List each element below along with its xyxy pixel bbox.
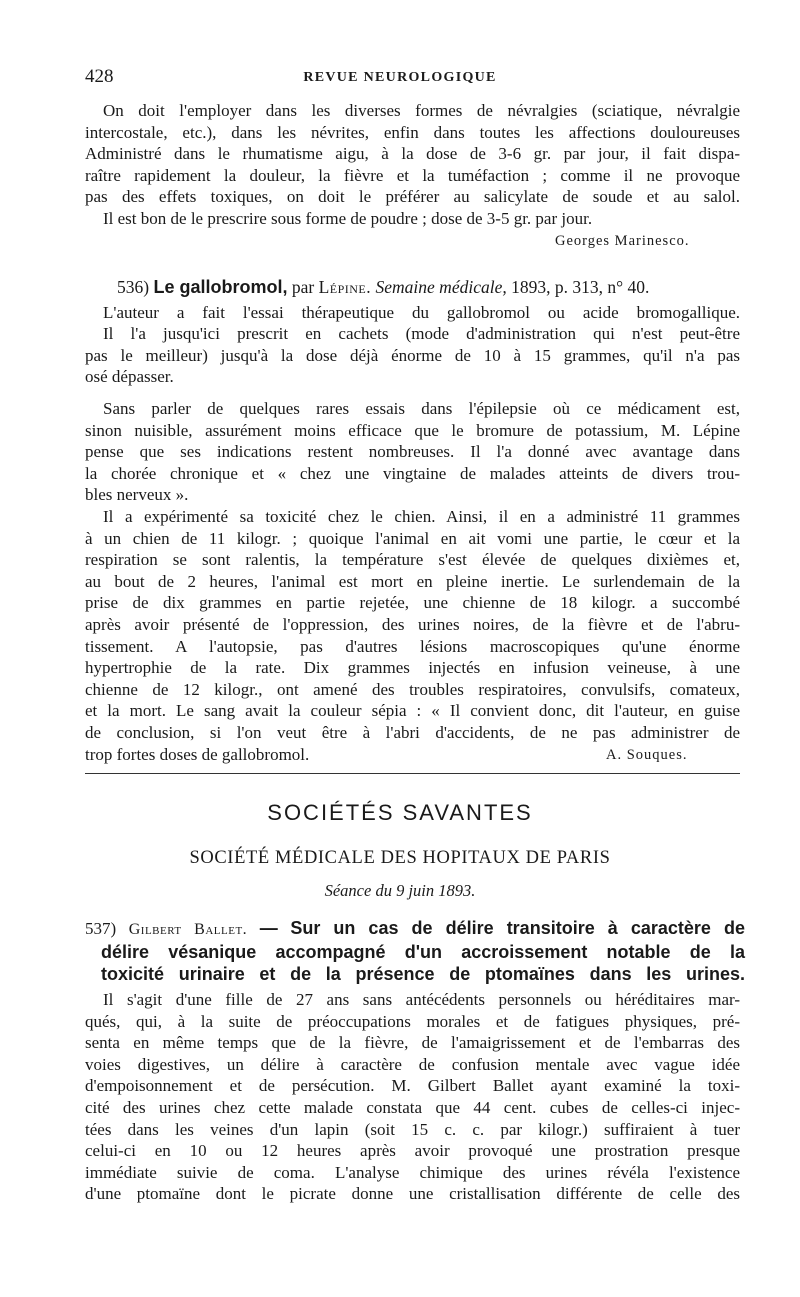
text-line: raître rapidement la douleur, la fièvre et la tuméfaction ; comme il ne provoque — [85, 165, 740, 185]
paragraph-3 — [85, 302, 740, 324]
text-line: cité des urines chez cette malade constata que 44 cent. cubes de celles-ci injec- — [85, 1097, 740, 1117]
text-line: prise de dix grammes en partie rejetée, une chienne de 18 kilogr. a succombé — [85, 593, 740, 613]
text-line: qués, qui, à la suite de préoccupations morales et de fatigues physiques, pré- — [85, 1011, 740, 1031]
text-line: immédiate suivie de coma. L'analyse chimique des urines révéla l'existence — [85, 1162, 740, 1182]
text-line: Il l'a jusqu'ici prescrit en cachets (mode d'administration qui n'est peut-être — [103, 324, 740, 343]
text-line: tissement. A l'autopsie, pas d'autres lésions macroscopiques qu'une énorme — [85, 636, 740, 656]
article-journal: Semaine médicale, — [375, 277, 507, 297]
article-number: 536) — [117, 277, 150, 297]
text-line: hypertrophie de la rate. Dix grammes injectés en infusion veineuse, à une — [85, 658, 740, 678]
article-title-line: toxicité urinaire et de la présence de ptomaïnes dans les urines. — [101, 964, 745, 984]
text-line: pas le meilleur) jusqu'à la dose déjà énorme de 10 à 15 grammes, qu'il n'a pas — [85, 345, 740, 365]
text-line: après avoir présenté de l'oppression, des urines noires, de la fièvre et de l'abru- — [85, 614, 740, 634]
seance-date: Séance du 9 juin 1893. — [324, 881, 476, 900]
article-par: par — [291, 277, 315, 297]
dash: — — [259, 918, 278, 938]
article-537-heading — [85, 917, 745, 985]
signature-marinesco: Georges Marinesco. — [555, 233, 690, 249]
page-number: 428 — [85, 66, 114, 87]
text-line: d'une ptomaïne dont le picrate donne une cristallisation différente de celle des — [85, 1184, 740, 1204]
text-line: respiration se sont ralentis, la température s'est élevée de quelques dixièmes et, — [85, 550, 740, 570]
paragraph-5 — [85, 398, 740, 506]
text-line: au bout de 2 heures, l'animal est mort en pleine inertie. Le surlendemain de la — [85, 571, 740, 591]
text-line: d'empoisonnement et de persécution. M. Gilbert Ballet ayant examiné la toxi- — [85, 1076, 740, 1096]
text-line: sinon nuisible, assurément moins efficace que le bromure de potassium, M. Lépine — [85, 420, 740, 440]
article-reference: 1893, p. 313, n° 40. — [511, 277, 650, 297]
text-line: pense que ses indications restent nombreuses. Il l'a donné avec avantage dans — [85, 442, 740, 462]
text-line: la chorée chronique et « chez une vingtaine de malades atteints de divers trou- — [85, 463, 740, 483]
text-line: L'auteur a fait l'essai thérapeutique du gallobromol ou acide bromogallique. — [103, 303, 740, 322]
article-author: Gilbert Ballet. — [128, 921, 248, 938]
text-line: celui-ci en 10 ou 12 heures après avoir provoqué une prostration presque — [85, 1141, 740, 1161]
heading-line — [85, 917, 745, 941]
paragraph-7 — [85, 989, 740, 1205]
text-line: bles nerveux ». — [85, 485, 189, 505]
article-536-heading — [85, 277, 740, 299]
paragraph-6 — [85, 506, 740, 765]
text-line: intercostale, etc.), dans les névrites, enfin dans toutes les affections douloureuses — [85, 122, 740, 142]
paragraph-1 — [85, 100, 740, 208]
text-line: à un chien de 11 kilogr. ; quoique l'animal en ait vomi une partie, le cœur et la — [85, 528, 740, 548]
text-line: Sans parler de quelques rares essais dans l'épilepsie où ce médicament est, — [103, 399, 740, 418]
text-line: chienne de 12 kilogr., ont amené des troubles respiratoires, convulsifs, comateux, — [85, 679, 740, 699]
running-title: REVUE NEUROLOGIQUE — [303, 70, 497, 85]
text-line: voies digestives, un délire à caractère de confusion mentale avec vague idée — [85, 1054, 740, 1074]
article-title: Le gallobromol, — [153, 277, 288, 297]
text-line: Il est bon de le prescrire sous forme de poudre ; dose de 3-5 gr. par jour. — [103, 209, 593, 228]
text-line: de conclusion, si l'on veut être à l'abri d'accidents, de ne pas administrer de — [85, 722, 740, 742]
text-line: On doit l'employer dans les diverses formes de névralgies (sciatique, névralgie — [103, 101, 740, 120]
text-line: Il a expérimenté sa toxicité chez le chien. Ainsi, il en a administré 11 grammes — [103, 507, 740, 526]
text-line: pas des effets toxiques, on doit le préférer au salicylate de soude et au salol. — [85, 187, 740, 207]
paragraph-2 — [85, 208, 740, 230]
section-title: SOCIÉTÉS SAVANTES — [267, 800, 533, 825]
section-divider — [85, 773, 740, 774]
article-author: Lépine. — [318, 277, 372, 297]
article-title-line: Sur un cas de délire transitoire à caractère de — [290, 918, 745, 938]
text-line: et la mort. Le sang avait la couleur sépia : « Il convient donc, dit l'auteur, en guise — [85, 701, 740, 721]
article-number: 537) — [85, 919, 117, 938]
signature-souques: A. Souques. — [606, 747, 688, 763]
text-line: Administré dans le rhumatisme aigu, à la dose de 3-6 gr. par jour, il fait dispa- — [85, 144, 740, 164]
subsection-title: SOCIÉTÉ MÉDICALE DES HOPITAUX DE PARIS — [189, 848, 611, 868]
text-line: osé dépasser. — [85, 367, 174, 387]
text-line: trop fortes doses de gallobromol. — [85, 744, 310, 764]
article-title-line: délire vésanique accompagné d'un accroissement notable de la — [101, 942, 745, 962]
text-line: senta en même temps que de la fièvre, de l'amaigrissement et de l'embarras des — [85, 1033, 740, 1053]
text-line: Il s'agit d'une fille de 27 ans sans antécédents personnels ou héréditaires mar- — [103, 990, 740, 1009]
text-line: tées dans les veines d'un lapin (soit 15 c. c. par kilogr.) suffiraient à tuer — [85, 1119, 740, 1139]
paragraph-4 — [85, 323, 740, 388]
